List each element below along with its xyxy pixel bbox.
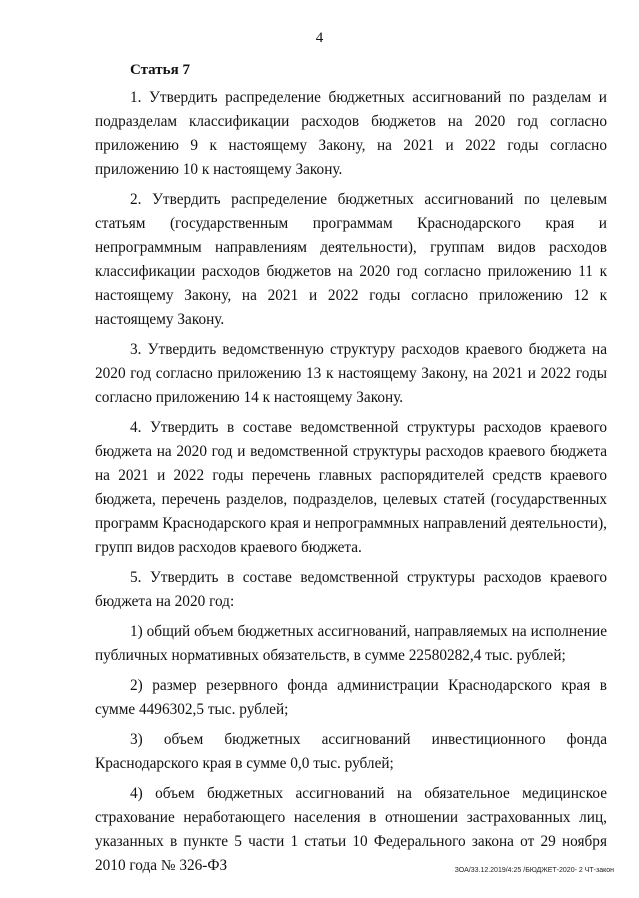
paragraph-4: 4. Утвердить в составе ведомственной структуры расходов краевого бюджета на 2020 год и ведомственной структуры расходов краевого бюджета на 2021 и 2022 годы перечень главных распорядителей средств краевого бюджета, перечень разделов, подразделов, целевых статей (государственных программ Краснодарского края и непрограммных направлений деятельности), групп видов расходов краевого бюджета. [95,419,607,556]
paragraph-2: 2. Утвердить распределение бюджетных ассигнований по целевым статьям (государственным программам Краснодарского края и непрограммным направлениям деятельности), группам видов расходов классификации расходов бюджетов на 2020 год согласно приложению 11 к настоящему Закону, на 2021 и 2022 годы согласно приложению 12 к настоящему Закону. [95,191,607,328]
subitem-2: 2) размер резервного фонда администрации Краснодарского края в сумме 4496302,5 тыс. рублей; [95,677,607,718]
page-number: 4 [315,30,324,46]
subitem-3: 3) объем бюджетных ассигнований инвестиционного фонда Краснодарского края в сумме 0,0 тыс. рублей; [95,731,607,772]
subitem-4: 4) объем бюджетных ассигнований на обязательное медицинское страхование неработающего населения в отношении застрахованных лиц, указанных в пункте 5 части 1 статьи 10 Федерального закона от 29 ноября 2010 года № 326-ФЗ [95,785,607,874]
article-title: Статья 7 [130,62,190,78]
subitem-1: 1) общий объем бюджетных ассигнований, направляемых на исполнение публичных нормативных обязательств, в сумме 22580282,4 тыс. рублей; [95,623,607,664]
paragraph-1: 1. Утвердить распределение бюджетных ассигнований по разделам и подразделам классификации расходов бюджетов на 2020 год согласно приложению 9 к настоящему Закону, на 2021 и 2022 годы согласно приложению 10 к настоящему Закону. [95,89,607,178]
paragraph-3: 3. Утвердить ведомственную структуру расходов краевого бюджета на 2020 год согласно приложению 13 к настоящему Закону, на 2021 и 2022 годы согласно приложению 14 к настоящему Закону. [95,341,607,406]
paragraph-5: 5. Утвердить в составе ведомственной структуры расходов краевого бюджета на 2020 год: [95,569,607,610]
document-footer-code: ЗОА/33.12.2019/4:25 /БЮДЖЕТ-2020- 2 ЧТ-закон [454,867,614,874]
article-body [95,86,607,884]
